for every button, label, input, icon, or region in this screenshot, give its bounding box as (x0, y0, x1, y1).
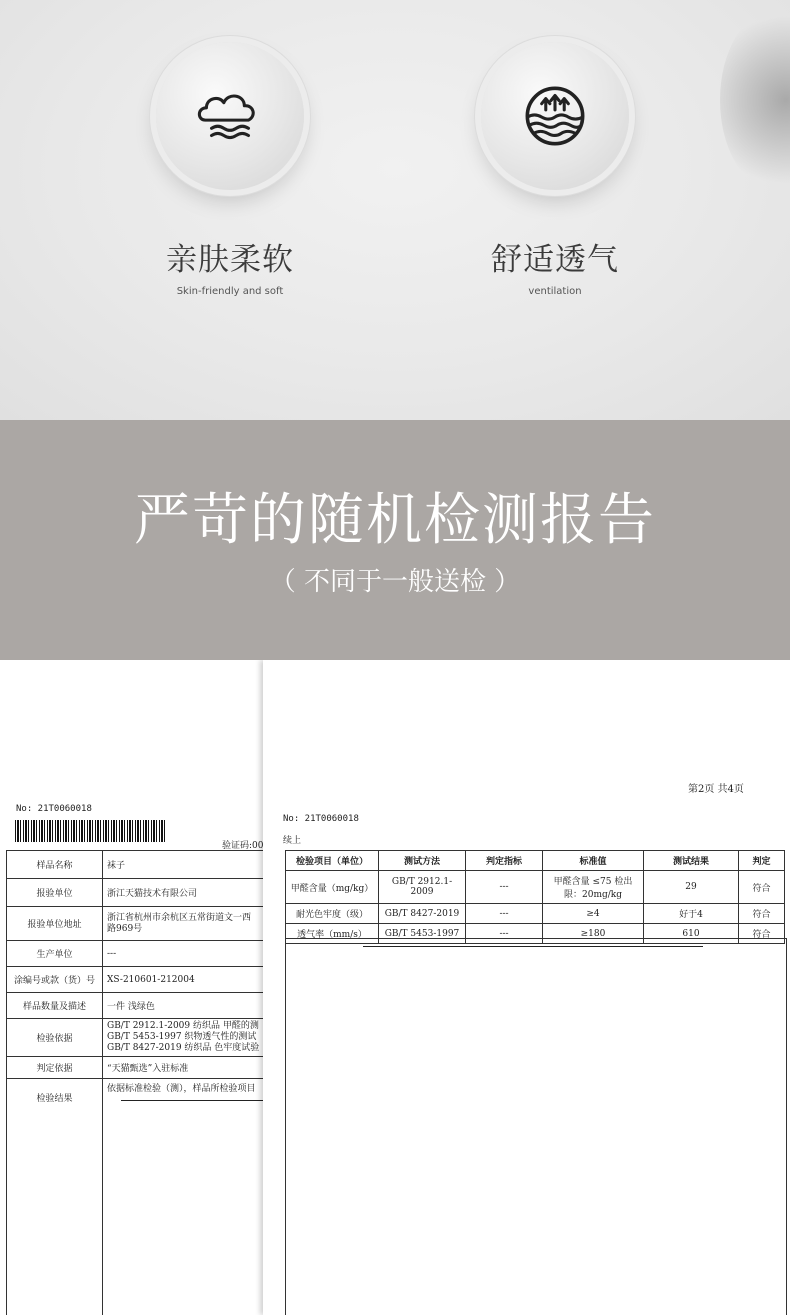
table-row (7, 1079, 276, 1315)
info-line: GB/T 2912.1-2009 纺织品 甲醛的测 (107, 1021, 259, 1031)
table-cell: 甲醛含量 ≤75 检出限：20mg/kg (543, 871, 644, 904)
feature-subtitle: ventilation (528, 286, 582, 297)
table-row (7, 967, 276, 993)
info-value (103, 1019, 276, 1057)
table-cell: --- (466, 924, 543, 944)
table-row (7, 1019, 276, 1057)
table-row (286, 871, 785, 904)
info-key: 报验单位地址 (7, 907, 103, 941)
table-row (7, 993, 276, 1019)
table-row (286, 924, 785, 944)
column-header: 测试方法 (379, 851, 466, 871)
feature-title: 舒适透气 (491, 242, 619, 278)
info-key: 判定依据 (7, 1057, 103, 1079)
info-value: --- (103, 941, 276, 967)
table-row (7, 879, 276, 907)
table-cell: --- (466, 904, 543, 924)
info-value: 袜子 (103, 851, 276, 879)
table-cell: 符合 (739, 871, 785, 904)
report-section (0, 660, 790, 1315)
table-cell: ≥4 (543, 904, 644, 924)
info-value: 一件 浅绿色 (103, 993, 276, 1019)
barcode (15, 820, 165, 842)
feature-skin-friendly (120, 42, 340, 297)
table-cell: 29 (644, 871, 739, 904)
column-header: 测试结果 (644, 851, 739, 871)
test-results-table (285, 850, 785, 944)
decorative-shade (720, 10, 790, 190)
info-key: 样品名称 (7, 851, 103, 879)
info-line: 浙江省杭州市余杭区五常街道文一西 (107, 912, 252, 923)
table-row (7, 907, 276, 941)
report-number: No: 21T0060018 (16, 804, 92, 814)
info-key: 涂编号或款（货）号 (7, 967, 103, 993)
feature-section (0, 0, 790, 420)
table-cell: ≥180 (543, 924, 644, 944)
banner-title: 严苛的随机检测报告 (134, 488, 656, 553)
verify-code: 验证码:00 (222, 841, 264, 851)
info-key: 样品数量及描述 (7, 993, 103, 1019)
table-cell: GB/T 5453-1997 (379, 924, 466, 944)
info-key: 报验单位 (7, 879, 103, 907)
info-key: 生产单位 (7, 941, 103, 967)
result-summary: 依据标准检验（测），样品所检验项目 (107, 1084, 256, 1094)
continued-label: 续上 (283, 836, 302, 846)
page-indicator: 第2页 共4页 (688, 784, 744, 795)
feature-subtitle: Skin-friendly and soft (176, 286, 284, 297)
report-body-frame (285, 938, 787, 1315)
table-row (7, 1057, 276, 1079)
info-line: GB/T 5453-1997 织物透气性的测试 (107, 1032, 257, 1042)
table-header-row (286, 851, 785, 871)
table-cell: GB/T 2912.1-2009 (379, 871, 466, 904)
column-header: 判定 (739, 851, 785, 871)
report-page-front (263, 660, 790, 1315)
cloud-icon (189, 75, 271, 157)
feature-disc (481, 42, 629, 190)
table-cell: 甲醛含量（mg/kg） (286, 871, 379, 904)
info-key: 检验结果 (7, 1079, 103, 1315)
column-header: 检验项目（单位） (286, 851, 379, 871)
info-value (103, 907, 276, 941)
info-value (103, 1079, 276, 1315)
table-cell: 透气率（mm/s） (286, 924, 379, 944)
info-key: 检验依据 (7, 1019, 103, 1057)
report-banner (0, 420, 790, 660)
info-line: 路969号 (107, 923, 143, 934)
info-value: “天猫甄选”入驻标准 (103, 1057, 276, 1079)
report-number: No: 21T0060018 (283, 814, 359, 824)
sample-info-table (6, 850, 276, 1315)
table-cell: --- (466, 871, 543, 904)
feature-disc (156, 42, 304, 190)
column-header: 标准值 (543, 851, 644, 871)
info-value: XS-210601-212004 (103, 967, 276, 993)
table-cell: 好于4 (644, 904, 739, 924)
table-row (7, 941, 276, 967)
table-cell: 耐光色牢度（级） (286, 904, 379, 924)
divider (121, 1100, 271, 1101)
breathable-wave-icon (514, 75, 596, 157)
feature-title: 亲肤柔软 (166, 242, 294, 278)
info-value: 浙江天猫技术有限公司 (103, 879, 276, 907)
table-cell: 符合 (739, 924, 785, 944)
table-row (7, 851, 276, 879)
table-row (286, 904, 785, 924)
divider (363, 946, 703, 947)
info-line: GB/T 8427-2019 纺织品 色牢度试验 (107, 1043, 260, 1053)
feature-ventilation (445, 42, 665, 297)
column-header: 判定指标 (466, 851, 543, 871)
table-cell: 符合 (739, 904, 785, 924)
table-cell: GB/T 8427-2019 (379, 904, 466, 924)
banner-subtitle: （ 不同于一般送检 ） (269, 567, 521, 597)
table-cell: 610 (644, 924, 739, 944)
